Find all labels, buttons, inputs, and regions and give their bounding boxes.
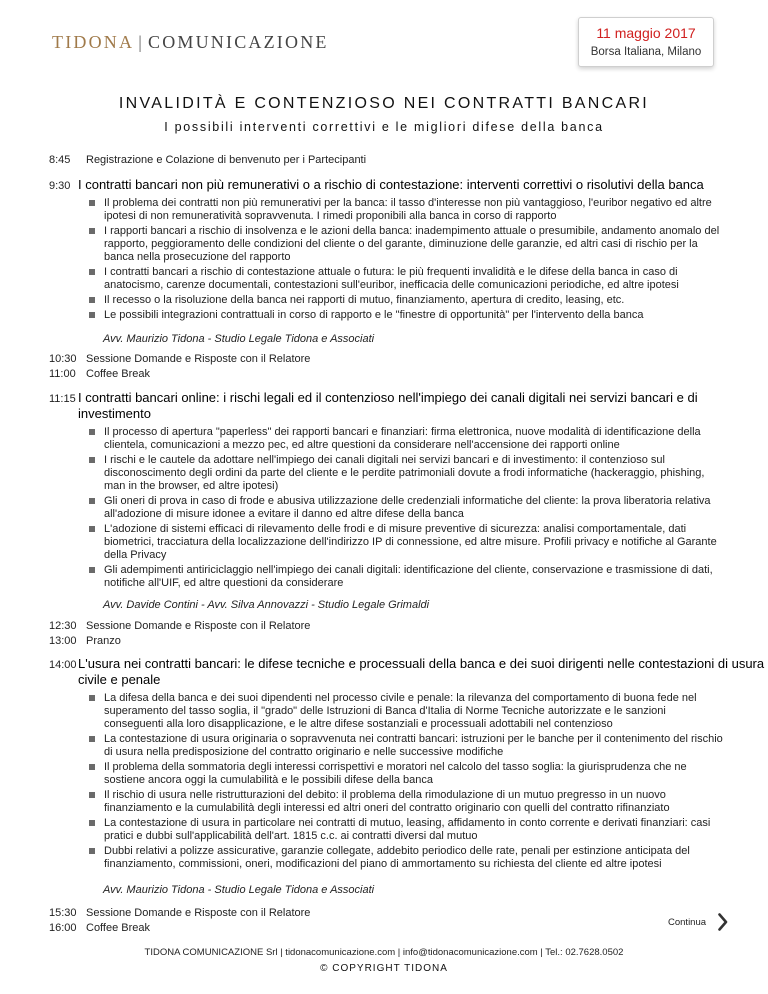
page-subtitle: I possibili interventi correttivi e le migliori difese della banca <box>164 120 604 134</box>
brand-name: TIDONA <box>52 32 135 52</box>
topic-item: Gli oneri di prova in caso di frode e abusiva utilizzazione delle credenziali informatiche del cliente: la prova liberatoria relativa all'adozione di misure idonee a evitare il danno ed altre difese della banca <box>88 495 728 521</box>
page-title: INVALIDITÀ E CONTENZIOSO NEI CONTRATTI BANCARI <box>118 95 650 112</box>
agenda-time: 13:00 <box>49 635 77 647</box>
session-header <box>49 656 768 688</box>
agenda-text: Registrazione e Colazione di benvenuto per i Partecipanti <box>86 154 367 166</box>
session-title: L'usura nei contratti bancari: le difese tecniche e processuali della banca e dei suoi dirigenti nelle contestazioni di usura civile e penale <box>78 656 765 687</box>
event-date-box <box>578 17 714 67</box>
agenda-text: Sessione Domande e Risposte con il Relatore <box>86 620 311 632</box>
event-date: 11 maggio 2017 <box>596 25 696 41</box>
topic-item: Il rischio di usura nelle ristrutturazioni del debito: il problema della rimodulazione di un mutuo pregresso in un nuovo finanziamento e la cumulabilità degli interessi ed altri oneri del contratto originario con quelli del contratto rifinanziato <box>88 789 728 815</box>
agenda-text: Pranzo <box>86 635 121 647</box>
agenda-time: 11:00 <box>49 368 76 380</box>
agenda-text: Sessione Domande e Risposte con il Relatore <box>86 907 311 919</box>
agenda-text: Coffee Break <box>86 922 151 934</box>
topic-item: Il processo di apertura "paperless" dei rapporti bancari e finanziari: firma elettronica, nuove modalità di identificazione della clientela, comunicazioni a mezzo pec, ed altre questioni da considerare nell'accensione dei rapporti online <box>88 426 728 452</box>
session-topics <box>88 426 728 592</box>
topic-item: I rapporti bancari a rischio di insolvenza e le azioni della banca: inadempimento attuale o presumibile, andamento anomalo del rapporto, peggioramento delle condizioni del cliente o del garante, diminuzione delle garanzie, ed altri casi di rischio per la banca nella prosecuzione del rapporto <box>88 225 728 264</box>
session-time: 11:15 <box>49 393 76 405</box>
topic-item: Il problema della sommatoria degli interessi corrispettivi e moratori nel calcolo del tasso soglia: la giurisprudenza che ne sostiene ancora oggi la cumulabilità e le possibili difese della banca <box>88 761 728 787</box>
session-time: 9:30 <box>49 180 71 192</box>
topic-item: La contestazione di usura originaria o sopravvenuta nei contratti bancari: istruzioni per le banche per il contenimento del rischio di usura nella predisposizione del contratto originario e nelle successive modifiche <box>88 733 728 759</box>
session-title: I contratti bancari online: i rischi legali ed il contenzioso nell'impiego dei canali digitali nei servizi bancari e di investimento <box>78 390 698 421</box>
agenda-time: 12:30 <box>49 620 77 632</box>
topic-item: Le possibili integrazioni contrattuali in corso di rapporto e le "finestre di opportunità" per l'intervento della banca <box>88 309 728 322</box>
brand-separator: | <box>138 32 144 52</box>
chevron-right-icon[interactable] <box>718 913 728 931</box>
agenda-time: 16:00 <box>49 922 77 934</box>
session-title: I contratti bancari non più remunerativi o a rischio di contestazione: interventi correttivi o risolutivi della banca <box>78 177 704 192</box>
topic-item: I rischi e le cautele da adottare nell'impiego dei canali digitali nei servizi bancari e di investimento: il contenzioso sul disconoscimento degli ordini da parte del cliente e le perdite patrimoniali dovute a frodi informatiche (hackeraggio, phishing, man in the browser, ed altre ipotesi) <box>88 454 728 493</box>
session-speaker: Avv. Maurizio Tidona - Studio Legale Tidona e Associati <box>103 333 375 345</box>
session-time: 14:00 <box>49 659 77 671</box>
session-header <box>49 177 768 193</box>
session-speaker: Avv. Maurizio Tidona - Studio Legale Tidona e Associati <box>103 884 375 896</box>
topic-item: Il recesso o la risoluzione della banca nei rapporti di mutuo, finanziamento, apertura di credito, leasing, etc. <box>88 294 728 307</box>
topic-item: L'adozione di sistemi efficaci di rilevamento delle frodi e di misure preventive di sicurezza: analisi comportamentale, dati biometrici, tracciatura della localizzazione dell'indirizzo IP di connessione, ed altre misure. Profili privacy e notifiche al Garante della Privacy <box>88 523 728 562</box>
brand-suffix: COMUNICAZIONE <box>148 32 329 52</box>
topic-item: I contratti bancari a rischio di contestazione attuale o futura: le più frequenti invalidità e le difese della banca in caso di anatocismo, carenze documentali, contestazioni sull'euribor, inefficacia delle comunicazioni periodiche, ed altre ipotesi <box>88 266 728 292</box>
brand-logo <box>52 32 329 53</box>
continue-link[interactable]: Continua <box>668 917 707 928</box>
session-header <box>49 390 768 422</box>
topic-item: La difesa della banca e dei suoi dipendenti nel processo civile e penale: la rilevanza del comportamento di buona fede nel superamento del tasso soglia, il "grado" delle Istruzioni di Banca d'Italia di Norme Tecniche autorizzate e le sanzioni conseguenti alla loro disapplicazione, e le altre difese sostanziali e processuali adottabili nel contenzioso <box>88 692 728 731</box>
session-topics <box>88 197 728 324</box>
agenda-text: Coffee Break <box>86 368 151 380</box>
topic-item: Il problema dei contratti non più remunerativi per la banca: il tasso d'interesse non più vantaggioso, l'euribor negativo ed altre ipotesi di non remuneratività sopravvenuta. I rimedi proponibili alla banca in corso di rapporto <box>88 197 728 223</box>
agenda-time: 8:45 <box>49 154 71 166</box>
agenda-text: Sessione Domande e Risposte con il Relatore <box>86 353 311 365</box>
agenda-time: 15:30 <box>49 907 77 919</box>
event-place: Borsa Italiana, Milano <box>590 46 702 58</box>
footer-contacts: TIDONA COMUNICAZIONE Srl | tidonacomunicazione.com | info@tidonacomunicazione.com | Tel.: 02.7628.0502 <box>144 947 624 958</box>
topic-item: La contestazione di usura in particolare nei contratti di mutuo, leasing, affidamento in conto corrente e derivati finanziari: casi pratici e dubbi sull'applicabilità dell'art. 1815 c.c. ai contratti diversi dal mutuo <box>88 817 728 843</box>
topic-item: Dubbi relativi a polizze assicurative, garanzie collegate, addebito periodico delle rate, penali per estinzione anticipata del finanziamento, commissioni, oneri, modificazioni del piano di ammortamento su richiesta del cliente ed altre ipotesi <box>88 845 728 871</box>
session-speaker: Avv. Davide Contini - Avv. Silva Annovazzi - Studio Legale Grimaldi <box>103 599 430 611</box>
topic-item: Gli adempimenti antiriciclaggio nell'impiego dei canali digitali: identificazione del cliente, conservazione e trasmissione di dati, notifiche all'UIF, ed altre questioni da considerare <box>88 564 728 590</box>
session-topics <box>88 692 728 873</box>
agenda-time: 10:30 <box>49 353 77 365</box>
copyright: © COPYRIGHT TIDONA <box>320 963 448 974</box>
